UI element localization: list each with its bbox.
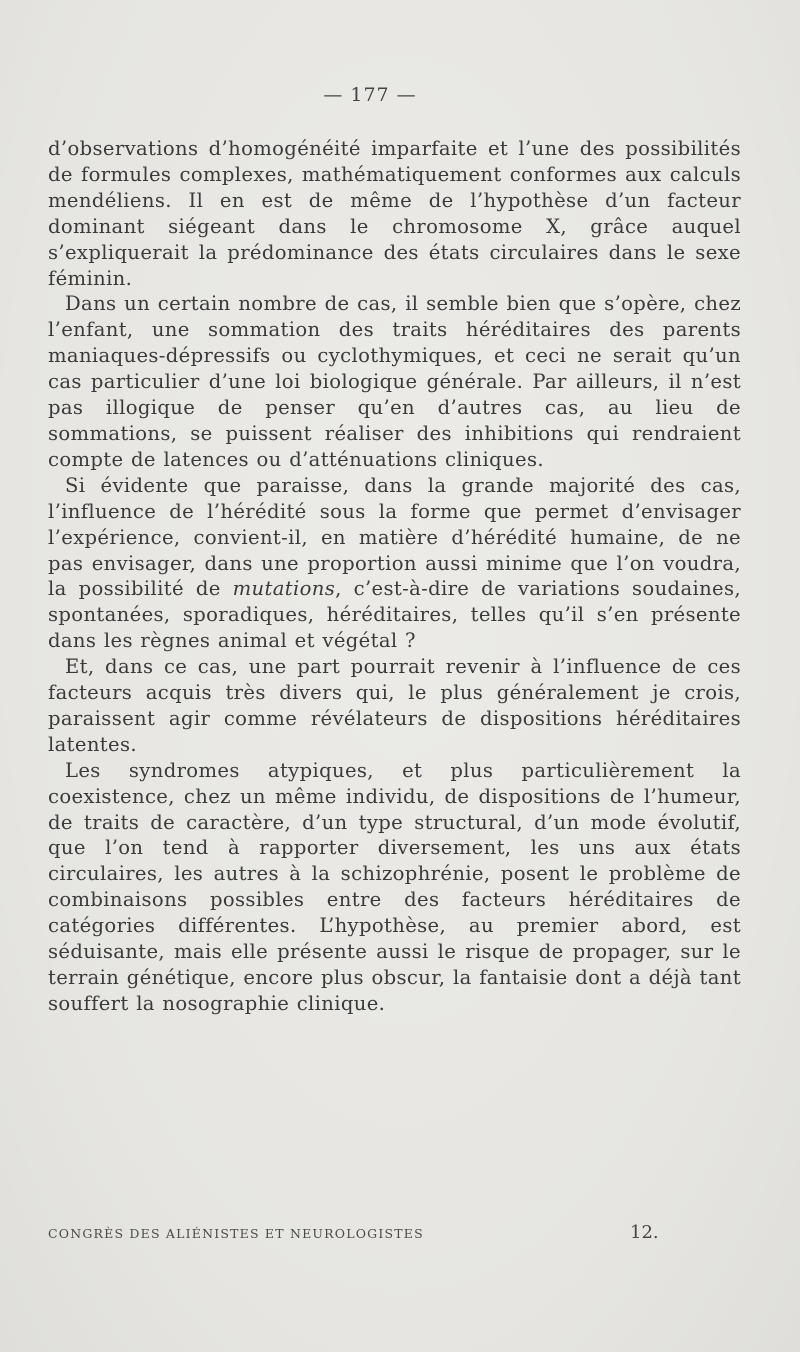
paragraph-3-text-end: , c’est-à-dire de variations soudaines, spontanées, sporadiques, héréditaires, telles qu’il s’en présente dans les règnes animal et végétal ? <box>48 577 741 653</box>
footer-signature: CONGRÈS DES ALIÉNISTES ET NEUROLOGISTES <box>48 1226 424 1241</box>
paragraph-5-text: Les syndromes atypiques, et plus particulièrement la coexistence, chez un même individu, de dispositions de l’humeur, de traits de caractère, d’un type structural, d’un mode évolutif, que l’on tend à rapporter diversement, les uns aux états circulaires, les autres à la schizophrénie, posent le problème de combinaisons possibles entre des facteurs héréditaires de catégories différentes. L’hypothèse, au premier abord, est séduisante, mais elle présente aussi le risque de propager, sur le terrain génétique, encore plus obscur, la fantaisie dont a déjà tant souffert la nosographie clinique. <box>48 758 741 1015</box>
page-number: — 177 — <box>323 84 417 106</box>
paragraph-4-text: Et, dans ce cas, une part pourrait revenir à l’influence de ces facteurs acquis très divers qui, le plus généralement je crois, paraissent agir comme révélateurs de dispositions héréditaires latentes. <box>48 655 741 756</box>
paragraph-5 <box>48 758 741 1017</box>
paragraph-2-text: Dans un certain nombre de cas, il semble bien que s’opère, chez l’enfant, une sommation des traits héréditaires des parents maniaques-dépressifs ou cyclothymiques, et ceci ne serait qu’un cas particulier d’une loi biologique générale. Par ailleurs, il n’est pas illogique de penser qu’en d’autres cas, au lieu de sommations, se puissent réaliser des inhibitions qui rendraient compte de latences ou d’atténuations cliniques. <box>48 292 741 471</box>
paragraph-3 <box>48 473 741 654</box>
footer-sheet-number: 12. <box>630 1222 659 1243</box>
paragraph-2 <box>48 291 741 472</box>
paragraph-3-emphasis: mutations <box>232 577 336 601</box>
body-text <box>48 136 741 1017</box>
paragraph-4 <box>48 654 741 758</box>
paragraph-3-text-start: Si évidente que paraisse, dans la grande majorité des cas, l’influence de l’hérédité sous la forme que permet d’envisager l’expérience, convient-il, en matière d’hérédité humaine, de ne pas envisager, dans une proportion aussi minime que l’on voudra, la possibilité de <box>48 473 741 601</box>
paragraph-1-text: d’observations d’homogénéité imparfaite et l’une des possibilités de formules complexes, mathématiquement conformes aux calculs mendéliens. Il en est de même de l’hypothèse d’un facteur dominant siégeant dans le chromosome X, grâce auquel s’expliquerait la prédominance des états circulaires dans le sexe féminin. <box>48 137 741 290</box>
paragraph-1 <box>48 136 741 291</box>
